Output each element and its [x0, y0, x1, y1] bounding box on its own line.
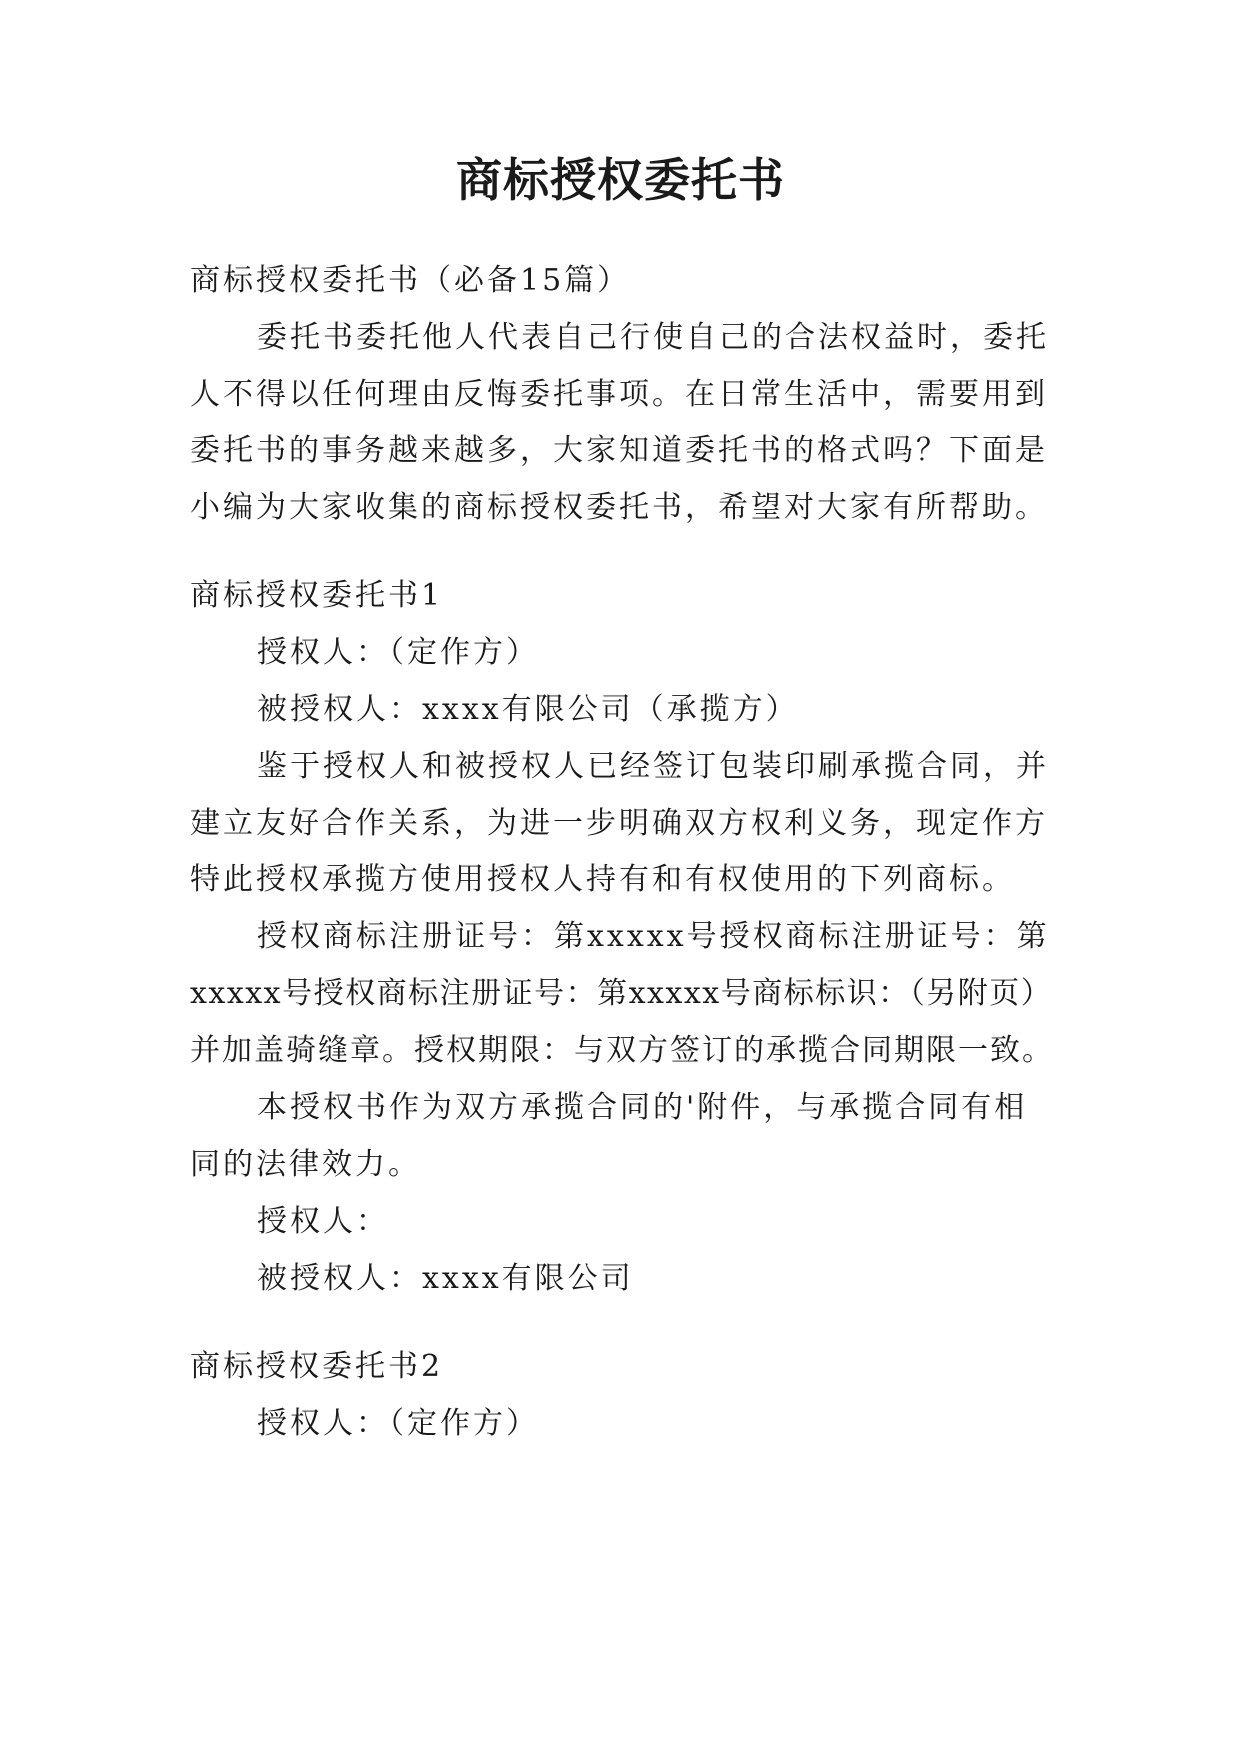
section-heading: 商标授权委托书2 [190, 1349, 444, 1384]
section-line: 授权人：（定作方） [257, 635, 539, 670]
section-line: 特此授权承揽方使用授权人持有和有权使用的下列商标。 [190, 862, 1015, 897]
document-subtitle: 商标授权委托书（必备15篇） [190, 263, 631, 298]
section-line: 同的法律效力。 [190, 1147, 421, 1182]
intro-line: 人不得以任何理由反悔委托事项。在日常生活中，需要用到 [190, 377, 1048, 412]
section-line: 本授权书作为双方承揽合同的'附件，与承揽合同有相 [257, 1090, 1028, 1125]
section-line: 被授权人：xxxx有限公司 [257, 1261, 634, 1296]
intro-line: 委托书的事务越来越多，大家知道委托书的格式吗？下面是 [190, 433, 1048, 468]
section-line: 授权人： [257, 1204, 389, 1239]
section-line: 并加盖骑缝章。授权期限：与双方签订的承揽合同期限一致。 [190, 1033, 1054, 1068]
intro-line: 小编为大家收集的商标授权委托书，希望对大家有所帮助。 [190, 490, 1048, 525]
section-line: 授权人：（定作方） [257, 1406, 539, 1441]
section-line: 授权商标注册证号：第xxxxx号授权商标注册证号：第 [257, 919, 1050, 954]
section-line: 建立友好合作关系，为进一步明确双方权利义务，现定作方 [190, 806, 1048, 841]
section-line: xxxxx号授权商标注册证号：第xxxxx号商标标识：（另附页） [190, 976, 1053, 1011]
section-line: 被授权人：xxxx有限公司（承揽方） [257, 692, 799, 727]
section-line: 鉴于授权人和被授权人已经签订包装印刷承揽合同，并 [257, 749, 1049, 784]
intro-line: 委托书委托他人代表自己行使自己的合法权益时，委托 [257, 320, 1049, 355]
section-heading: 商标授权委托书1 [190, 578, 444, 613]
document-title: 商标授权委托书 [456, 153, 785, 207]
